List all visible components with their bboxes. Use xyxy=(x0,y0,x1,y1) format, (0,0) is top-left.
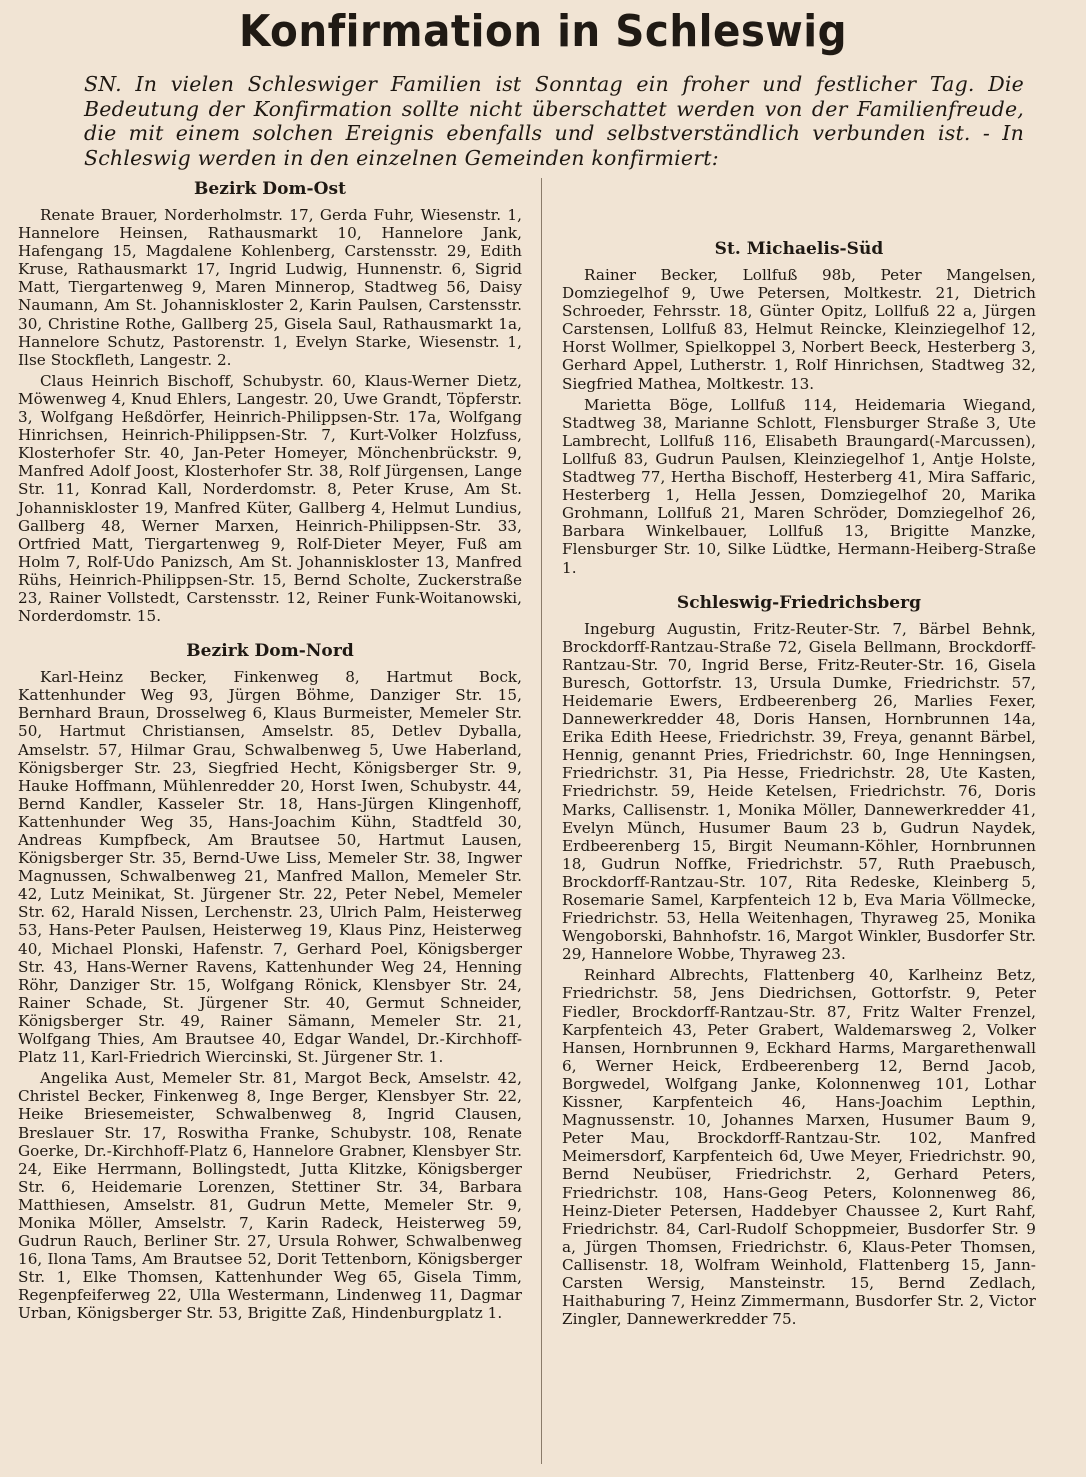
friedrichsberg-boys-list: Reinhard Albrechts, Flattenberg 40, Karlheinz Betz, Friedrichstr. 58, Jens Diedrichsen, Gottorfstr. 9, Peter Fiedler, Brockdorff-Rantzau-Str. 87, Fritz Walter Frenzel, Karpfenteich 43, Peter Grabert, Waldemarsweg 2, Volker Hansen, Hornbrunnen 9, Eckhard Harms, Margarethenwall 6, Werner Heick, Erdbeerenberg 12, Bernd Jacob, Borgwedel, Wolfgang Janke, Kolonnenweg 101, Lothar Kissner, Karpfenteich 46, Hans-Joachim Lepthin, Magnussenstr. 10, Johannes Marxen, Husumer Baum 9, Peter Mau, Brockdorff-Rantzau-Str. 102, Manfred Meimersdorf, Karpfenteich 6d, Uwe Meyer, Friedrichstr. 90, Bernd Neubüser, Friedrichstr. 2, Gerhard Peters, Friedrichstr. 108, Hans-Geog Peters, Kolonnenweg 86, Heinz-Dieter Petersen, Haddebyer Chaussee 2, Kurt Rahf, Friedrichstr. 84, Carl-Rudolf Schoppmeier, Busdorfer Str. 9 a, Jürgen Thomsen, Friedrichstr. 6, Klaus-Peter Thomsen, Callisenstr. 18, Wolfram Weinhold, Flattenberg 15, Jann-Carsten Wersig, Mansteinstr. 15, Bernd Zedlach, Haithaburing 7, Heinz Zimmermann, Busdorfer Str. 2, Victor Zingler, Dannewerkredder 75. xyxy=(562,966,1036,1329)
column-divider xyxy=(541,178,542,1464)
dom-ost-boys-list: Claus Heinrich Bischoff, Schubystr. 60, Klaus-Werner Dietz, Möwenweg 4, Knud Ehlers, Langestr. 20, Uwe Grandt, Töpferstr. 3, Wolfgang Heßdörfer, Heinrich-Philippsen-Str. 17a, Wolfgang Hinrichsen, Heinrich-Philippsen-Str. 7, Kurt-Volker Holzfuss, Klosterhofer Str. 40, Jan-Peter Homeyer, Mönchenbrückstr. 9, Manfred Adolf Joost, Klosterhofer Str. 38, Rolf Jürgensen, Lange Str. 11, Konrad Kall, Norderdomstr. 8, Peter Kruse, Am St. Johanniskloster 19, Manfred Küter, Gallberg 4, Helmut Lundius, Gallberg 48, Werner Marxen, Heinrich-Philippsen-Str. 33, Ortfried Matt, Tiergartenweg 9, Rolf-Dieter Meyer, Fuß am Holm 7, Rolf-Udo Panizsch, Am St. Johanniskloster 13, Manfred Rühs, Heinrich-Philippsen-Str. 15, Bernd Scholte, Zuckerstraße 23, Rainer Vollstedt, Carstensstr. 12, Reiner Funk-Woitanowski, Norderdomstr. 15. xyxy=(18,371,522,626)
section-heading-michaelis-sued: St. Michaelis-Süd xyxy=(714,239,884,259)
left-column xyxy=(18,178,522,1326)
section-heading-dom-ost: Bezirk Dom-Ost xyxy=(193,179,346,199)
section-heading-friedrichsberg: Schleswig-Friedrichsberg xyxy=(676,592,922,613)
michaelis-sued-boys-list: Rainer Becker, Lollfuß 98b, Peter Mangelsen, Domziegelhof 9, Uwe Petersen, Moltkestr. 21, Dietrich Schroeder, Fehrsstr. 18, Günter Opitz, Lollfuß 22 a, Jürgen Carstensen, Lollfuß 83, Helmut Reincke, Kleinziegelhof 12, Horst Wollmer, Spielkoppel 3, Norbert Beeck, Hesterberg 3, Gerhard Appel, Lutherstr. 1, Rolf Hinrichsen, Stadtweg 32, Siegfried Mathea, Moltkestr. 13. xyxy=(562,266,1036,393)
dom-ost-girls-list: Renate Brauer, Norderholmstr. 17, Gerda Fuhr, Wiesenstr. 1, Hannelore Heinsen, Rathausmarkt 10, Hannelore Jank, Hafengang 15, Magdalene Kohlenberg, Carstensstr. 29, Edith Kruse, Rathausmarkt 17, Ingrid Ludwig, Hunnenstr. 6, Sigrid Matt, Tiergartenweg 9, Maren Minnerop, Stadtweg 56, Daisy Naumann, Am St. Johanniskloster 2, Karin Paulsen, Carstensstr. 30, Christine Rothe, Gallberg 25, Gisela Saul, Rathausmarkt 1a, Hannelore Schutz, Pastorenstr. 1, Evelyn Starke, Wiesenstr. 1, Ilse Stockfleth, Langestr. 2. xyxy=(18,206,522,369)
friedrichsberg-girls-list: Ingeburg Augustin, Fritz-Reuter-Str. 7, Bärbel Behnk, Brockdorff-Rantzau-Straße 72, Gisela Bellmann, Brockdorff-Rantzau-Str. 70, Ingrid Berse, Fritz-Reuter-Str. 16, Gisela Buresch, Gottorfstr. 13, Ursula Dumke, Friedrichstr. 57, Heidemarie Ewers, Erdbeerenberg 26, Marlies Fexer, Dannewerkredder 48, Doris Hansen, Hornbrunnen 14a, Erika Edith Heese, Friedrichstr. 39, Freya, genannt Bärbel, Hennig, genannt Pries, Friedrichstr. 60, Inge Henningsen, Friedrichstr. 31, Pia Hesse, Friedrichstr. 28, Ute Kasten, Friedrichstr. 59, Heide Ketelsen, Friedrichstr. 76, Doris Marks, Callisenstr. 1, Monika Möller, Dannewerkredder 41, Evelyn Münch, Husumer Baum 23 b, Gudrun Naydek, Erdbeerenberg 15, Birgit Neumann-Köhler, Hornbrunnen 18, Gudrun Noffke, Friedrichstr. 57, Ruth Praebusch, Brockdorff-Rantzau-Str. 107, Rita Redeske, Kleinberg 5, Rosemarie Samel, Karpfenteich 12 b, Eva Maria Völlmecke, Friedrichstr. 53, Hella Weitenhagen, Thyraweg 25, Monika Wengoborski, Bahnhofstr. 16, Margot Winkler, Busdorfer Str. 29, Hannelore Wobbe, Thyraweg 23. xyxy=(562,619,1036,964)
section-heading-dom-nord: Bezirk Dom-Nord xyxy=(186,641,354,662)
dom-nord-boys-list: Karl-Heinz Becker, Finkenweg 8, Hartmut Bock, Kattenhunder Weg 93, Jürgen Böhme, Danziger Str. 15, Bernhard Braun, Drosselweg 6, Klaus Burmeister, Memeler Str. 50, Hartmut Christiansen, Amselstr. 85, Detlev Dyballa, Amselstr. 57, Hilmar Grau, Schwalbenweg 5, Uwe Haberland, Königsberger Str. 23, Siegfried Hecht, Königsberger Str. 9, Hauke Hoffmann, Mühlenredder 20, Horst Iwen, Schubystr. 44, Bernd Kandler, Kasseler Str. 18, Hans-Jürgen Klingenhoff, Kattenhunder Weg 35, Hans-Joachim Kühn, Stadtfeld 30, Andreas Kumpfbeck, Am Brautsee 50, Hartmut Lausen, Königsberger Str. 35, Bernd-Uwe Liss, Memeler Str. 38, Ingwer Magnussen, Schwalbenweg 21, Manfred Mallon, Memeler Str. 42, Lutz Meinikat, St. Jürgener Str. 22, Peter Nebel, Memeler Str. 62, Harald Nissen, Lerchenstr. 23, Ulrich Palm, Heisterweg 53, Hans-Peter Paulsen, Heisterweg 19, Klaus Pinz, Heisterweg 40, Michael Plonski, Hafenstr. 7, Gerhard Poel, Königsberger Str. 43, Hans-Werner Ravens, Kattenhunder Weg 24, Henning Röhr, Danziger Str. 15, Wolfgang Rönick, Klensbyer Str. 24, Rainer Schade, St. Jürgener Str. 40, Germut Schneider, Königsberger Str. 49, Rainer Sämann, Memeler Str. 21, Wolfgang Thies, Am Brautsee 40, Edgar Wandel, Dr.-Kirchhoff-Platz 11, Karl-Friedrich Wiercinski, St. Jürgener Str. 1. xyxy=(18,668,522,1067)
dom-nord-girls-list: Angelika Aust, Memeler Str. 81, Margot Beck, Amselstr. 42, Christel Becker, Finkenweg 8, Inge Berger, Klensbyer Str. 22, Heike Briesemeister, Schwalbenweg 8, Ingrid Clausen, Breslauer Str. 17, Roswitha Franke, Schubystr. 108, Renate Goerke, Dr.-Kirchhoff-Platz 6, Hannelore Grabner, Klensbyer Str. 24, Eike Herrmann, Bollingstedt, Jutta Klitzke, Königsberger Str. 6, Heidemarie Lorenzen, Stettiner Str. 34, Barbara Matthiesen, Amselstr. 81, Gudrun Mette, Memeler Str. 9, Monika Möller, Amselstr. 7, Karin Radeck, Heisterweg 59, Gudrun Rauch, Berliner Str. 27, Ursula Rohwer, Schwalbenweg 16, Ilona Tams, Am Brautsee 52, Dorit Tettenborn, Königsberger Str. 1, Elke Thomsen, Kattenhunder Weg 65, Gisela Timm, Regenpfeiferweg 22, Ulla Westermann, Lindenweg 11, Dagmar Urban, Königsberger Str. 53, Brigitte Zaß, Hindenburgplatz 1. xyxy=(18,1069,522,1323)
headline: Konfirmation in Schleswig xyxy=(238,6,848,57)
right-column xyxy=(562,178,1036,1331)
michaelis-sued-girls-list: Marietta Böge, Lollfuß 114, Heidemaria Wiegand, Stadtweg 38, Marianne Schlott, Flensburger Straße 3, Ute Lambrecht, Lollfuß 116, Elisabeth Braungard(-Marcussen), Lollfuß 83, Gudrun Paulsen, Kleinziegelhof 1, Antje Holste, Stadtweg 77, Hertha Bischoff, Hesterberg 41, Mira Saffaric, Hesterberg 1, Hella Jessen, Domziegelhof 20, Marika Grohmann, Lollfuß 21, Maren Schröder, Domziegelhof 26, Barbara Winkelbauer, Lollfuß 13, Brigitte Manzke, Flensburger Str. 10, Silke Lüdtke, Hermann-Heiberg-Straße 1. xyxy=(562,395,1036,577)
lead-paragraph: SN. In vielen Schleswiger Familien ist Sonntag ein froher und festlicher Tag. Die Bedeutung der Konfirmation sollte nicht überschattet werden von der Familienfreude, die mit einem solchen Ereignis ebenfalls und selbstverständlich verbunden ist. - In Schleswig werden in den einzelnen Gemeinden konfirmiert: xyxy=(84,72,1024,170)
